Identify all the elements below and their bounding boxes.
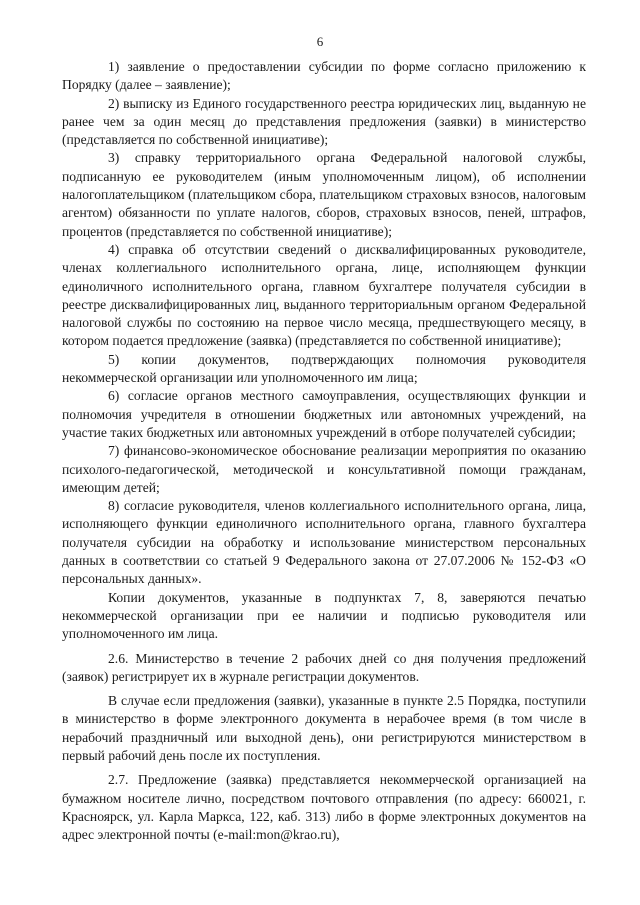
paragraph-electronic-registration: В случае если предложения (заявки), указанные в пункте 2.5 Порядка, поступили в министерство в форме электронного документа в нерабочее время (в том числе в нерабочий праздничный или выходной день), они регистрируются министерством в первый рабочий день после их поступления. <box>62 693 586 763</box>
page-number: 6 <box>316 34 324 49</box>
paragraph-item-8: 8) согласие руководителя, членов коллегиального исполнительного органа, лица, исполняющего функции единоличного исполнительного органа, главного бухгалтера получателя субсидии на обработку и использование министерством персональных данных в соответствии со статьей 9 Федерального закона от 27.07.2006 № 152-ФЗ «О персональных данных». <box>62 498 586 587</box>
paragraph-item-2: 2) выписку из Единого государственного реестра юридических лиц, выданную не ранее чем за один месяц до представления предложения (заявки) в министерство (представляется по собственной инициативе); <box>62 95 586 148</box>
paragraph-copies-note: Копии документов, указанные в подпунктах 7, 8, заверяются печатью некоммерческой организации при ее наличии и подписью руководителя или уполномоченного им лица. <box>62 589 586 642</box>
paragraph-item-7: 7) финансово-экономическое обоснование реализации мероприятия по оказанию психолого-педагогической, методической и консультативной помощи гражданам, имеющим детей; <box>62 443 586 495</box>
paragraph-item-5: 5) копии документов, подтверждающих полномочия руководителя некоммерческой организации или уполномоченного им лица; <box>62 351 586 386</box>
paragraph-item-4: 4) справка об отсутствии сведений о дисквалифицированных руководителе, членах коллегиального исполнительного органа, лице, исполняющем функции единоличного исполнительного органа, главном бухгалтере получателя субсидии в реестре дисквалифицированных лиц, выданного территориальным органом Федеральной налоговой службы по состоянию на первое число месяца, предшествующего месяцу, в котором подается предложение (заявка) (представляется по собственной инициативе); <box>62 241 586 349</box>
document-body <box>62 58 586 844</box>
paragraph-item-6: 6) согласие органов местного самоуправления, осуществляющих функции и полномочия учредителя в отношении бюджетных или автономных учреждений, на участие таких бюджетных или автономных учреждений в отборе получателей субсидии; <box>62 388 586 440</box>
paragraph-2-6: 2.6. Министерство в течение 2 рабочих дней со дня получения предложений (заявок) регистрирует их в журнале регистрации документов. <box>62 650 586 684</box>
paragraph-item-1: 1) заявление о предоставлении субсидии по форме согласно приложению к Порядку (далее – заявление); <box>62 59 586 93</box>
paragraph-2-7: 2.7. Предложение (заявка) представляется некоммерческой организацией на бумажном носителе лично, посредством почтового отправления (по адресу: 660021, г. Красноярск, ул. Карла Маркса, 122, каб. 313) либо в форме электронных документов на адрес электронной почты (e-mail:mon@krao.ru), <box>62 772 586 843</box>
paragraph-item-3: 3) справку территориального органа Федеральной налоговой службы, подписанную ее руководителем (иным уполномоченным лицом), об исполнении налогоплательщиком (плательщиком сбора, плательщиком страховых взносов, налоговым агентом) обязанности по уплате налогов, сборов, страховых взносов, пеней, штрафов, процентов (представляется по собственной инициативе); <box>62 150 586 239</box>
